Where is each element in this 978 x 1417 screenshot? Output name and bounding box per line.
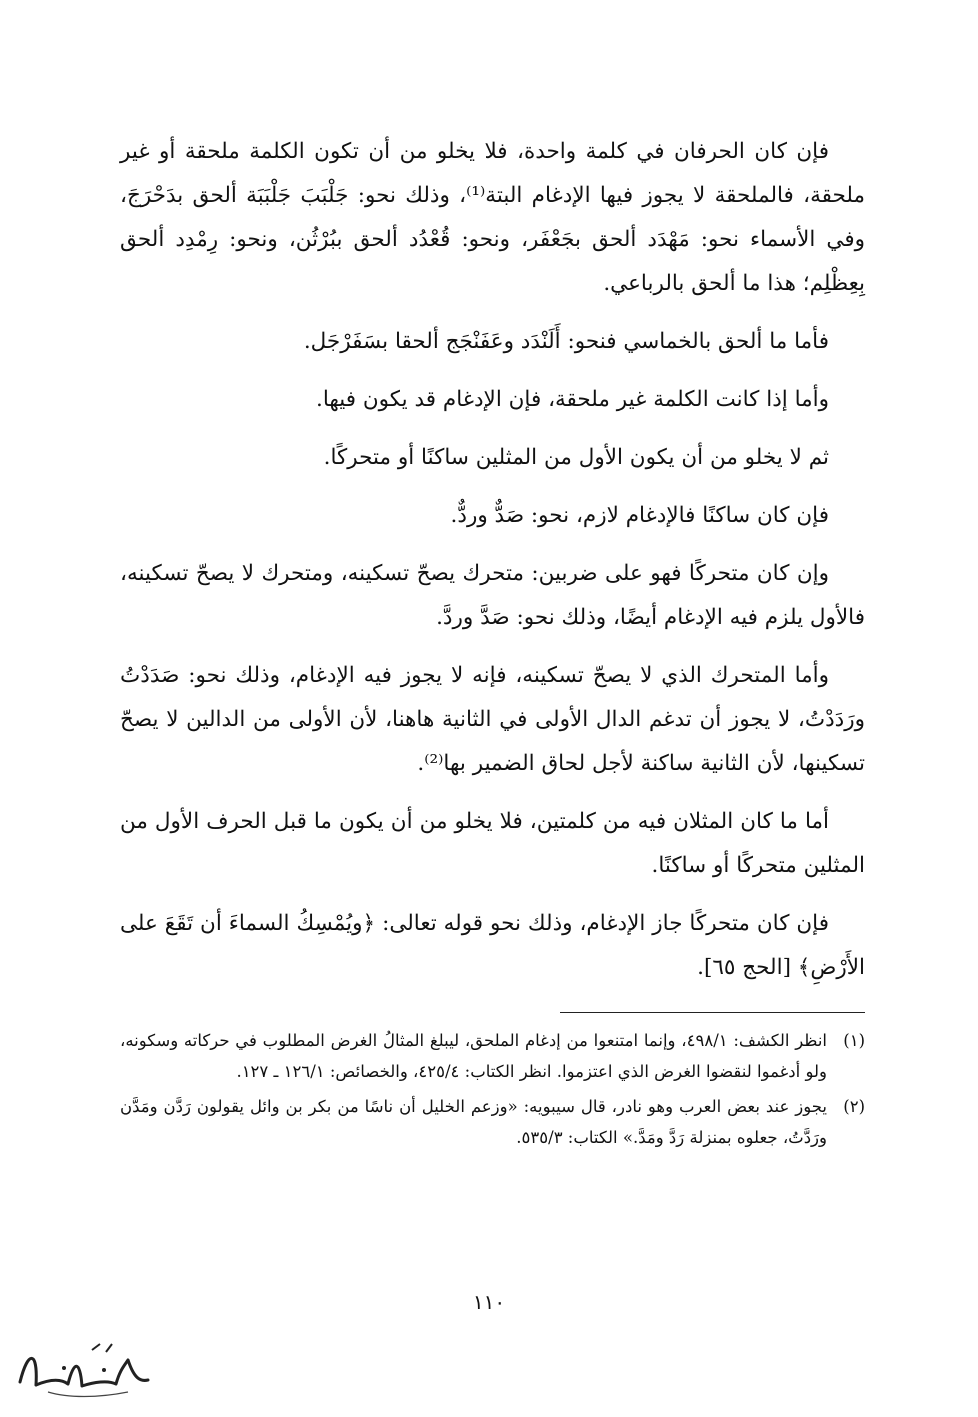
paragraph: فأما ما ألحق بالخماسي فنحو: أَلَنْدَد وعَفَنْجَج ألحقا بسَفَرْجَل. [303, 329, 829, 354]
paragraph: أما ما كان المثلان فيه من كلمتين، فلا يخلو من أن يكون ما قبل الحرف الأول من المثلين متحركًا أو ساكنًا. [120, 809, 865, 878]
paragraph: فإن كان الحرفان في كلمة واحدة، فلا يخلو من أن تكون الكلمة ملحقة أو غير ملحقة، فالملحقة لا يجوز فيها الإدغام البتة⁽¹⁾، وذلك نحو: جَلْبَبَ جَلْبَبَة ألحق بدَحْرَجَ، وفي الأسماء نحو: مَهْدَد ألحق بجَعْفَر، ونحو: قُعْدُد ألحق ببُرْثُن، ونحو: رِمْدِد ألحق بِعِظْلِم؛ هذا ما ألحق بالرباعي. [120, 139, 865, 296]
footnote [120, 1091, 865, 1153]
footnote-number: (١) [843, 1031, 865, 1050]
paragraph: وأما المتحرك الذي لا يصحّ تسكينه، فإنه لا يجوز فيه الإدغام، وذلك نحو: صَدَدْتُ ورَدَدْتُ، لا يجوز أن تدغم الدال الأولى في الثانية هاهنا، لأن الأولى من الدالين لا يصحّ تسكينها، لأن الثانية ساكنة لأجل لحاق الضمير بها⁽²⁾. [120, 663, 865, 776]
paragraph: وأما إذا كانت الكلمة غير ملحقة، فإن الإدغام قد يكون فيها. [316, 387, 829, 412]
footnote-text: يجوز عند بعض العرب وهو نادر، قال سيبويه: «وزعم الخليل أن ناسًا من بكر بن وائل يقولون رَدَّن ومَدَّن ورَدَّتُ، جعلوه بمنزلة رَدَّ ومَدَّ.» الكتاب: ٥٣٥/٣. [120, 1097, 827, 1147]
paragraph: وإن كان متحركًا فهو على ضربين: متحرك يصحّ تسكينه، ومتحرك لا يصحّ تسكينه، فالأول يلزم فيه الإدغام أيضًا، وذلك نحو: صَدَّ وردَّ. [120, 561, 865, 630]
footnotes [120, 1025, 865, 1153]
page-body [120, 130, 865, 1157]
paragraph: فإن كان متحركًا جاز الإدغام، وذلك نحو قوله تعالى: ﴿ويُمْسِكُ السماءَ أن تَقَعَ على الأَرْضِ﴾ [الحج ٦٥]. [120, 911, 865, 980]
calligraphy-logo-icon [8, 1330, 158, 1410]
paragraph: فإن كان ساكنًا فالإدغام لازم، نحو: صَدٌّ وردٌّ. [450, 503, 829, 528]
footnote-divider [560, 1012, 865, 1013]
footnote [120, 1025, 865, 1087]
paragraph: ثم لا يخلو من أن يكون الأول من المثلين ساكنًا أو متحركًا. [323, 445, 829, 470]
footnote-text: انظر الكشف: ٤٩٨/١، وإنما امتنعوا من إدغام الملحق، ليبلغ المثالُ الغرض المطلوب في حركاته وسكونه، ولو أدغموا لنقضوا الغرض الذي اعتزموا. انظر الكتاب: ٤٢٥/٤، والخصائص: ١٢٦/١ ـ ١٢٧. [120, 1031, 828, 1081]
page-number: ١١٠ [472, 1290, 506, 1314]
footnote-number: (٢) [843, 1097, 865, 1116]
watermark-logo [8, 1330, 158, 1410]
